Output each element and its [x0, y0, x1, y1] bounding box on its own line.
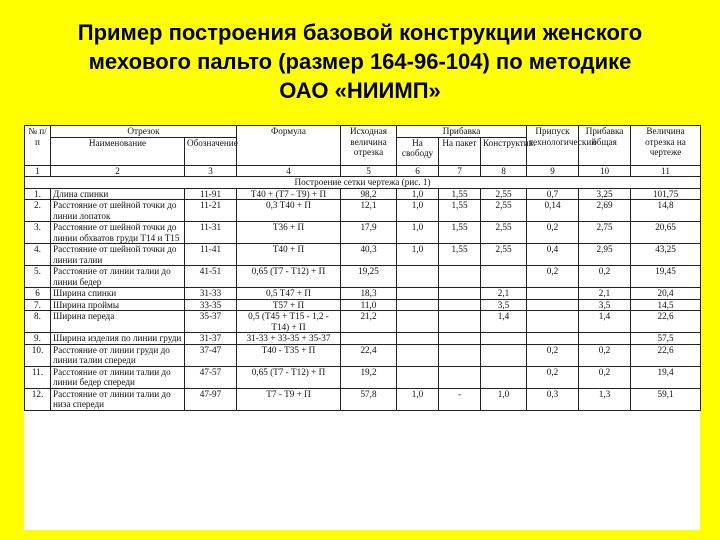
allowance-constructive: 1,4: [481, 311, 527, 333]
formula: Т36 + П: [237, 222, 341, 244]
column-number: 8: [481, 165, 527, 177]
header-allowance: Прибавка: [397, 126, 527, 138]
allowance-package: 1,55: [439, 188, 481, 200]
table-row: [25, 344, 701, 366]
column-number: 7: [439, 165, 481, 177]
section-title: Построение сетки чертежа (рис. 1): [25, 177, 701, 189]
header-package: На пакет: [439, 137, 481, 165]
tech-allowance: 0,2: [527, 344, 579, 366]
initial-value: 19,2: [341, 366, 397, 388]
column-number: 5: [341, 165, 397, 177]
title-line-1: Пример построения базовой конструкции женского: [77, 20, 643, 45]
column-number: 9: [527, 165, 579, 177]
column-number-row: [25, 165, 701, 177]
initial-value: 57,8: [341, 388, 397, 410]
table-scan: [24, 125, 700, 530]
allowance-package: [439, 333, 481, 345]
header-designation: Обозначение: [185, 137, 237, 165]
formula: 0,5 Т47 + П: [237, 288, 341, 300]
allowance-package: [439, 311, 481, 333]
row-number: 9.: [25, 333, 51, 345]
segment-name: Ширина проймы: [51, 299, 185, 311]
header-total-allowance: Прибавка общая: [579, 126, 631, 166]
header-free: На свободу: [397, 137, 439, 165]
allowance-free: [397, 288, 439, 300]
initial-value: 98,2: [341, 188, 397, 200]
header-formula: Формула: [237, 126, 341, 166]
total-allowance: 3,5: [579, 299, 631, 311]
total-allowance: 0,2: [579, 344, 631, 366]
formula: Т7 - Т9 + П: [237, 388, 341, 410]
header-row-1: [25, 126, 701, 138]
allowance-package: -: [439, 388, 481, 410]
table-row: [25, 288, 701, 300]
formula: Т40 + П: [237, 244, 341, 266]
column-number: 4: [237, 165, 341, 177]
table-row: [25, 188, 701, 200]
segment-name: Расстояние от шейной точки до линии талии: [51, 244, 185, 266]
segment-name: Расстояние от линии талии до линии бедер: [51, 266, 185, 288]
allowance-package: [439, 344, 481, 366]
initial-value: [341, 333, 397, 345]
segment-code: 37-47: [185, 344, 237, 366]
tech-allowance: [527, 288, 579, 300]
formula: 31-33 + 33-35 + 35-37: [237, 333, 341, 345]
segment-value: 14,8: [631, 200, 701, 222]
row-number: 7.: [25, 299, 51, 311]
header-segment: Отрезок: [51, 126, 237, 138]
table-row: [25, 222, 701, 244]
title-line-3: ОАО «НИИМП»: [279, 78, 441, 103]
initial-value: 40,3: [341, 244, 397, 266]
column-number: 10: [579, 165, 631, 177]
row-number: 1.: [25, 188, 51, 200]
formula: 0,65 (Т7 - Т12) + П: [237, 366, 341, 388]
total-allowance: 2,69: [579, 200, 631, 222]
segment-value: 19,4: [631, 366, 701, 388]
segment-value: 22,6: [631, 344, 701, 366]
header-num: № п/п: [25, 126, 51, 166]
segment-name: Расстояние от шейной точки до линии обхватов груди Т14 и Т15: [51, 222, 185, 244]
table-row: [25, 366, 701, 388]
column-number: 2: [51, 165, 185, 177]
allowance-free: 1,0: [397, 188, 439, 200]
row-number: 3.: [25, 222, 51, 244]
allowance-constructive: 2,55: [481, 200, 527, 222]
header-tech-allowance: Припуск технологический: [527, 126, 579, 166]
segment-name: Ширина спинки: [51, 288, 185, 300]
allowance-free: [397, 366, 439, 388]
initial-value: 21,2: [341, 311, 397, 333]
allowance-constructive: [481, 366, 527, 388]
allowance-constructive: 2,55: [481, 244, 527, 266]
segment-code: 31-33: [185, 288, 237, 300]
total-allowance: 1,4: [579, 311, 631, 333]
segment-code: 11-41: [185, 244, 237, 266]
tech-allowance: 0,4: [527, 244, 579, 266]
tech-allowance: 0,3: [527, 388, 579, 410]
allowance-package: 1,55: [439, 222, 481, 244]
initial-value: 17,9: [341, 222, 397, 244]
header-name: Наименование: [51, 137, 185, 165]
total-allowance: 1,3: [579, 388, 631, 410]
initial-value: 11,0: [341, 299, 397, 311]
formula: Т57 + П: [237, 299, 341, 311]
segment-code: 11-91: [185, 188, 237, 200]
row-number: 5.: [25, 266, 51, 288]
segment-name: Ширина переда: [51, 311, 185, 333]
allowance-constructive: 3,5: [481, 299, 527, 311]
allowance-constructive: 2,55: [481, 188, 527, 200]
allowance-package: 1,55: [439, 200, 481, 222]
total-allowance: 0,2: [579, 266, 631, 288]
segment-value: 57,5: [631, 333, 701, 345]
segment-value: 43,25: [631, 244, 701, 266]
allowance-free: [397, 299, 439, 311]
segment-code: 33-35: [185, 299, 237, 311]
segment-code: 35-37: [185, 311, 237, 333]
segment-value: 22,6: [631, 311, 701, 333]
title-line-2: мехового пальто (размер 164-96-104) по методике: [88, 49, 632, 74]
segment-code: 11-31: [185, 222, 237, 244]
table-row: [25, 311, 701, 333]
table-row: [25, 200, 701, 222]
allowance-free: 1,0: [397, 200, 439, 222]
segment-name: Расстояние от линии талии до низа спереди: [51, 388, 185, 410]
allowance-constructive: [481, 344, 527, 366]
formula: Т40 + (Т7 - Т9) + П: [237, 188, 341, 200]
table-row: [25, 299, 701, 311]
segment-value: 14,5: [631, 299, 701, 311]
row-number: 4.: [25, 244, 51, 266]
allowance-package: [439, 366, 481, 388]
initial-value: 22,4: [341, 344, 397, 366]
tech-allowance: 0,14: [527, 200, 579, 222]
row-number: 2.: [25, 200, 51, 222]
tech-allowance: [527, 311, 579, 333]
segment-name: Расстояние от линии груди до линии талии спереди: [51, 344, 185, 366]
segment-code: 11-21: [185, 200, 237, 222]
initial-value: 12,1: [341, 200, 397, 222]
allowance-constructive: [481, 333, 527, 345]
allowance-free: [397, 344, 439, 366]
row-number: 11.: [25, 366, 51, 388]
segment-code: 41-51: [185, 266, 237, 288]
tech-allowance: 0,2: [527, 366, 579, 388]
allowance-package: [439, 288, 481, 300]
allowance-package: [439, 299, 481, 311]
table-row: [25, 333, 701, 345]
tech-allowance: [527, 333, 579, 345]
table-row: [25, 388, 701, 410]
allowance-free: 1,0: [397, 222, 439, 244]
allowance-package: 1,55: [439, 244, 481, 266]
initial-value: 18,3: [341, 288, 397, 300]
segment-value: 101,75: [631, 188, 701, 200]
total-allowance: 2,95: [579, 244, 631, 266]
tech-allowance: 0,2: [527, 222, 579, 244]
row-number: 12.: [25, 388, 51, 410]
column-number: 1: [25, 165, 51, 177]
row-number: 10.: [25, 344, 51, 366]
total-allowance: [579, 333, 631, 345]
header-segment-value: Величина отрезка на чертеже: [631, 126, 701, 166]
section-row: [25, 177, 701, 189]
total-allowance: 2,1: [579, 288, 631, 300]
allowance-package: [439, 266, 481, 288]
total-allowance: 2,75: [579, 222, 631, 244]
header-constructive: Конструктив.: [481, 137, 527, 165]
allowance-free: [397, 311, 439, 333]
allowance-free: 1,0: [397, 244, 439, 266]
segment-value: 20,4: [631, 288, 701, 300]
construction-table: [24, 125, 701, 411]
column-number: 6: [397, 165, 439, 177]
allowance-constructive: 2,55: [481, 222, 527, 244]
formula: Т40 - Т35 + П: [237, 344, 341, 366]
segment-code: 47-97: [185, 388, 237, 410]
segment-name: Ширина изделия по линии груди: [51, 333, 185, 345]
slide-title: [10, 18, 710, 105]
initial-value: 19,25: [341, 266, 397, 288]
segment-name: Длина спинки: [51, 188, 185, 200]
formula: 0,5 (Т45 + Т15 - 1,2 - Т14) + П: [237, 311, 341, 333]
segment-value: 19,45: [631, 266, 701, 288]
column-number: 11: [631, 165, 701, 177]
row-number: 8.: [25, 311, 51, 333]
total-allowance: 0,2: [579, 366, 631, 388]
segment-code: 47-57: [185, 366, 237, 388]
allowance-free: [397, 333, 439, 345]
allowance-free: 1,0: [397, 388, 439, 410]
table-row: [25, 266, 701, 288]
allowance-constructive: [481, 266, 527, 288]
table-row: [25, 244, 701, 266]
row-number: 6: [25, 288, 51, 300]
header-initial: Исходная величина отрезка: [341, 126, 397, 166]
allowance-free: [397, 266, 439, 288]
formula: 0,3 Т40 + П: [237, 200, 341, 222]
segment-value: 20,65: [631, 222, 701, 244]
segment-name: Расстояние от линии талии до линии бедер спереди: [51, 366, 185, 388]
tech-allowance: 0,2: [527, 266, 579, 288]
table-body: [25, 188, 701, 410]
segment-code: 31-37: [185, 333, 237, 345]
formula: 0,65 (Т7 - Т12) + П: [237, 266, 341, 288]
allowance-constructive: 1,0: [481, 388, 527, 410]
tech-allowance: 0,7: [527, 188, 579, 200]
allowance-constructive: 2,1: [481, 288, 527, 300]
segment-value: 59,1: [631, 388, 701, 410]
total-allowance: 3,25: [579, 188, 631, 200]
tech-allowance: [527, 299, 579, 311]
column-number: 3: [185, 165, 237, 177]
segment-name: Расстояние от шейной точки до линии лопаток: [51, 200, 185, 222]
